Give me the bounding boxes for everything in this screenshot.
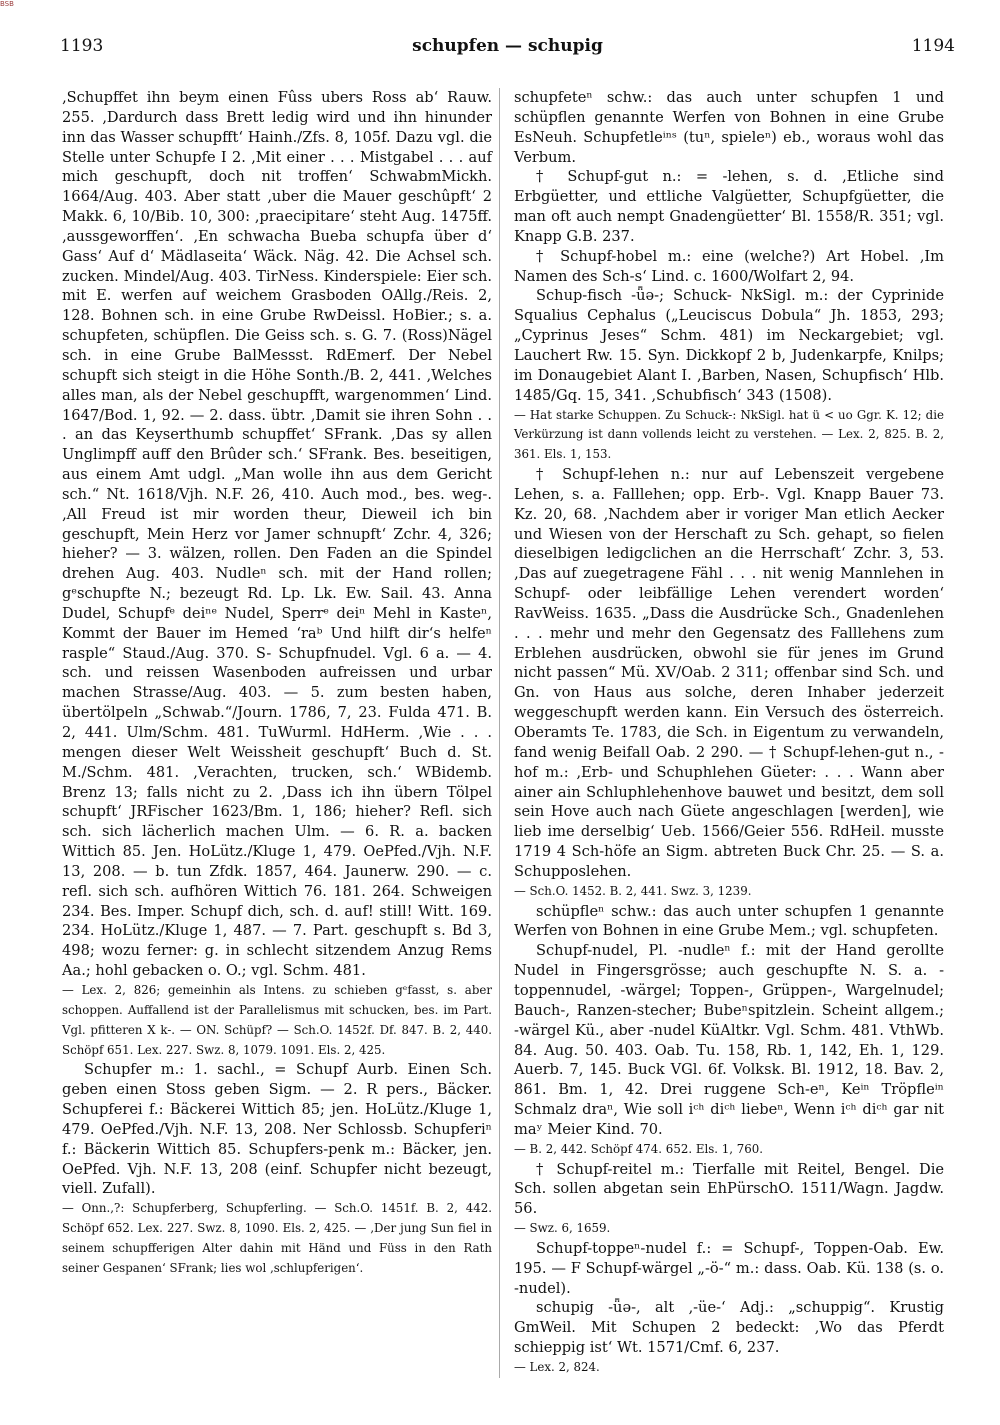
entry-note: — Hat starke Schuppen. Zu Schuck-: NkSigl. hat ü < uo Ggr. K. 12; die Verkürzung ist dann vollends leicht zu verstehen. — Lex. 2, 825. B. 2, 361. Els. 1, 153. [514,407,944,462]
dictionary-entry: ‚Schupffet ihn beym einen Fûss ubers Ross ab‘ Rauw. 255. ‚Dardurch dass Brett ledig wird und ihn hinunder inn das Wasser schupfft‘ Hainh./Zfs. 8, 105f. Dazu vgl. die Stelle unter Schupfe I 2. ‚Mit einer . . . Mistgabel . . . auf mich geschupft, doch nit troffen‘ SchwabmMickh. 1664/Aug. 403. Aber statt ‚uber die Mauer geschûpft‘ 2 Makk. 6, 10/Bib. 10, 300: ‚praecipitare‘ steht Aug. 1475ff. ‚aussgeworffen‘. ‚En schwacha Bueba schupfa über d‘ Gass‘ Auf d‘ Mädlaseita‘ Wäck. Näg. 42. Die Achsel sch. zucken. Mindel/Aug. 403. TirNess. Kinderspiele: Eier sch. mit E. werfen auf weichem Grasboden OAllg./Reis. 2, 128. Bohnen sch. in eine Grube RwDeissl. HoBier.; s. a. schupfeten, schüpflen. Die Geiss sch. s. G. 7. (Ross)Nägel sch. in eine Grube BalMessst. RdEmerf. Der Nebel schupft sich steigt in die Höhe Sonth./B. 2, 441. ‚Welches alles man, als der Nebel geschupfft, wargenommen‘ Lind. 1647/Bod. 1, 92. — 2. dass. übtr. ‚Damit sie ihren Sohn . . . an das Keyserthumb schupffet‘ SFrank. ‚Das sy allen Unglimpff auff den Brûder sch.‘ SFrank. Bes. beseitigen, aus einem Amt udgl. „Man wolle ihn aus dem Gericht sch.“ Nt. 1618/Vjh. N.F. 26, 410. Auch mod., bes. weg-. ‚All Freud ist mir worden theur, Dieweil ich bin geschupft, Mein Herz vor Jamer schnupft‘ Zchr. 4, 326; hieher? — 3. wälzen, rollen. Den Faden an die Spindel drehen Aug. 403. Nudleⁿ sch. mit der Hand rollen; gᵉschupfte N.; bezeugt Rd. Lp. Lk. Ew. Sail. 43. Anna Dudel, Schupfᵉ deiⁿᵉ Nudel, Sperrᵉ deiⁿ Mehl in Kasteⁿ, Kommt der Bauer im Hemed ‘raᵇ Und hilft dir‘s helfeⁿ rasple“ Staud./Aug. 370. S- Schupfnudel. Vgl. 6 a. — 4. sch. und reissen Wasenboden aufreissen und urbar machen Strasse/Aug. 403. — 5. zum besten haben, übertölpeln „Schwab.“/Journ. 1786, 7, 23. Fulda 471. B. 2, 441. Ulm/Schm. 481. TuWurml. HdHerm. ‚Wie . . . mengen dieser Welt Weissheit geschupft‘ Buch d. St. M./Schm. 481. ‚Verachten, trucken, sch.‘ WBidemb. Brenz 13; falls nicht zu 2. ‚Dass ich ihn übern Tölpel schupft‘ JRFischer 1623/Bm. 1, 186; hieher? Refl. sich sch. sich lächerlich machen Ulm. — 6. R. a. backen Wittich 85. Jen. HoLütz./Kluge 1, 479. OePfed./Vjh. N.F. 13, 208. — b. tun Zfdk. 1857, 464. Jaunerw. 290. — c. refl. sich sch. aufhören Wittich 76. 181. 264. Schweigen 234. Bes. Imper. Schupf dich, sch. d. auf! still! Witt. 169. 234. HoLütz./Kluge 1, 487. — 7. Part. geschupft s. Bd 3, 498; wozu ferner: g. in schlecht sitzendem Anzug Rems Aa.; hohl gebacken o. O.; vgl. Schm. 481. [62,89,492,980]
dictionary-entry: † Schupf-lehen n.: nur auf Lebenszeit vergebene Lehen, s. a. Falllehen; opp. Erb-. Vgl. Knapp Bauer 73. Kz. 20, 68. ‚Nachdem aber ir voriger Man etlich Aecker und Wiesen von der Herschaft zu Sch. gehapt, so fielen dieselbigen ledigclichen an die Herrschaft‘ Zchr. 3, 53. ‚Das auf zuegetragene Fähl . . . nit wenig Mannlehen in Schupf- oder leibfällige Lehen verendert worden‘ RavWeiss. 1635. „Dass die Ausdrücke Sch., Gnadenlehen . . . mehr und mehr den Gegensatz des Falllehens zum Erblehen ausdrücken, obwohl sie für jenes im Grund nicht passen“ Mü. XV/Oab. 2 311; offenbar sind Sch. und Gn. von Haus aus solche, deren Inhaber jederzeit weggeschupft werden kann. Ein Versuch des österreich. Oberamts Te. 1783, die Sch. in Eigentum zu verwandeln, fand wenig Beifall Oab. 2 290. — † Schupf-lehen-gut n., -hof m.: ‚Erb- und Schuphlehen Güeter: . . . Wann aber ainer ain Schluphlehenhove bauwet und besitzt, dem soll sein Hove auch nach Güete angeschlagen [werden], wie lieb ime derselbig‘ Ueb. 1566/Geier 556. RdHeil. musste 1719 4 Sch-höfe an Sigm. abtreten Buck Chr. 25. — S. a. Schupposlehen. [514,466,944,880]
entry-note: — Onn.,?: Schupferberg, Schupferling. — Sch.O. 1451f. B. 2, 442. Schöpf 652. Lex. 227. Swz. 8, 1090. Els. 2, 425. — ‚Der jung Sun fiel in seinem schupfferigen Alter dahin mit Händ und Füss in den Rath seiner Gespanen‘ SFrank; lies wol ‚schlupferigen‘. [62,1201,492,1275]
dictionary-entry: Schupfer m.: 1. sachl., = Schupf Aurb. Einen Sch. geben einen Stoss geben Sigm. — 2. R pers., Bäcker. Schupferei f.: Bäckerei Wittich 85; jen. HoLütz./Kluge 1, 479. OePfed./Vjh. N.F. 13, 208. Ner Schlossb. Schupferiⁿ f.: Bäckerin Wittich 85. Schupfers-penk m.: Bäcker, jen. OePfed. Vjh. N.F. 13, 208 (einf. Schupfer nicht bezeugt, viell. Zufall). [62,1061,492,1198]
right-column [514,88,944,1378]
page-header [60,36,955,62]
entry-note: — Sch.O. 1452. B. 2, 441. Swz. 3, 1239. [514,883,752,898]
dictionary-entry: schüpfleⁿ schw.: das auch unter schupfen 1 genannte Werfen von Bohnen in eine Grube Mem.; vgl. schupfeten. [514,902,944,940]
dictionary-entry: † Schupf-hobel m.: eine (welche?) Art Hobel. ‚Im Namen des Sch-s‘ Lind. c. 1600/Wolfart 2, 94. [514,247,944,285]
dictionary-entry: † Schupf-reitel m.: Tierfalle mit Reitel, Bengel. Die Sch. sollen abgetan sein EhPürschO. 1511/Wagn. Jagdw. 56. [514,1160,944,1218]
entry-note: — B. 2, 442. Schöpf 474. 652. Els. 1, 760. [514,1141,764,1156]
left-column [62,88,492,1279]
entry-note: — Lex. 2, 826; gemeinhin als Intens. zu schieben gᵉfasst, s. aber schoppen. Auffallend ist der Parallelismus mit schucken, bes. im Part. Vgl. pfitteren X k-. — ON. Schüpf? — Sch.O. 1452f. Df. 847. B. 2, 440. Schöpf 651. Lex. 227. Swz. 8, 1079. 1091. Els. 2, 425. [62,982,492,1057]
entry-note: — Swz. 6, 1659. [514,1221,611,1236]
dictionary-entry: † Schupf-gut n.: = -lehen, s. d. ‚Etliche sind Erbgüetter, und ettliche Valgüetter, Schupfgüetter, die man oft auch nempt Gnadengüetter‘ Bl. 1558/R. 351; vgl. Knapp G.B. 237. [514,168,944,245]
dictionary-entry: Schupf-toppeⁿ-nudel f.: = Schupf-, Toppen-Oab. Ew. 195. — F Schupf-wärgel „-ö-“ m.: dass. Oab. Kü. 138 (s. o. -nudel). [514,1239,944,1297]
entry-note: — Lex. 2, 824. [514,1360,600,1374]
page-title: schupfen — schupig [412,36,603,56]
left-page-number: 1193 [60,36,104,56]
right-page-number: 1194 [911,36,955,56]
column-divider [499,88,500,1378]
library-mark: BSB [0,0,14,8]
dictionary-entry: Schup-fisch -ǖə-; Schuck- NkSigl. m.: der Cyprinide Squalius Cephalus („Leuciscus Dobula“ Jh. 1853, 293; „Cyprinus Jeses“ Schm. 481) im Neckargebiet; vgl. Lauchert Rw. 15. Syn. Dickkopf 2 b, Judenkarpfe, Knilps; im Donaugebiet Alant I. ‚Barben, Nasen, Schupfisch‘ Hlb. 1485/Gq. 15, 341. ‚Schubfisch‘ 343 (1508). [514,287,944,404]
dictionary-entry: schupfeteⁿ schw.: das auch unter schupfen 1 und schüpflen genannte Werfen von Bohnen in eine Grube EsNeuh. Schupfetleⁱⁿˢ (tuⁿ, spieleⁿ) eb., woraus wohl das Verbum. [514,89,944,166]
dictionary-entry: schupig -ǖə-, alt ‚-üe-‘ Adj.: „schuppig“. Krustig GmWeil. Mit Schupen 2 bedeckt: ‚Wo das Pferdt schieppig ist‘ Wt. 1571/Cmf. 6, 237. [514,1299,944,1357]
dictionary-entry: Schupf-nudel, Pl. -nudleⁿ f.: mit der Hand gerollte Nudel in Fingersgrösse; auch geschupfte N. S. a. -toppennudel, -wärgel; Toppen-, Grüppen-, Wargelnudel; Bauch-, Ranzen-stecher; Bubeⁿspitzlein. Scheint allgem.; -wärgel Kü., aber -nudel KüAltkr. Vgl. Schm. 481. VthWb. 84. Aug. 50. 403. Oab. Tu. 158, Rb. 1, 142, Eh. 1, 129. Auerb. 7, 145. Buck VGl. 6f. Volksk. Bl. 1912, 18. Bav. 2, 861. Bm. 1, 42. Drei ruggene Sch-eⁿ, Keⁱⁿ Tröpfleⁱⁿ Schmalz draⁿ, Wie soll iᶜʰ diᶜʰ liebeⁿ, Wenn iᶜʰ diᶜʰ gar nit maʸ Meier Kind. 70. [514,942,944,1138]
